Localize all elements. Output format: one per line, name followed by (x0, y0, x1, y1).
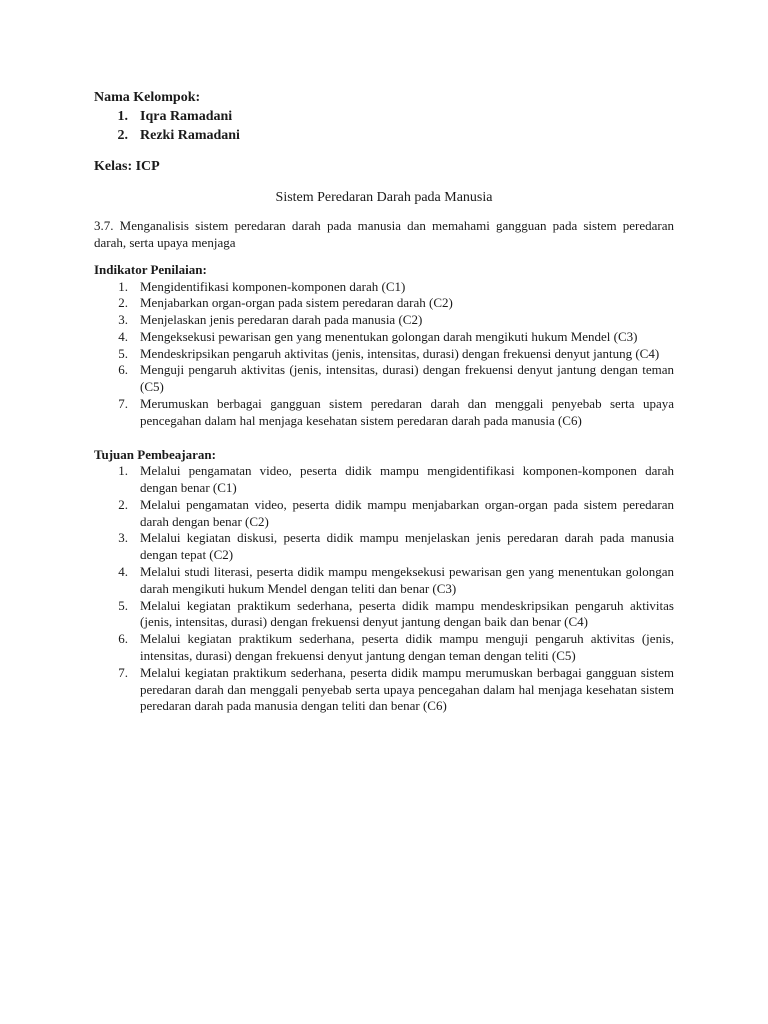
item-text: Mengidentifikasi komponen-komponen darah (C1) (140, 278, 406, 294)
item-number: 5. (118, 597, 128, 613)
item-number: 4. (118, 563, 128, 579)
item-number: 5. (118, 345, 128, 361)
item-text: Melalui kegiatan praktikum sederhana, peserta didik mampu menguji pengaruh aktivitas (jenis, intensitas, durasi) dengan frekuensi denyut jantung dengan teman dengan teliti (C5) (140, 631, 674, 663)
list-item (94, 312, 674, 329)
list-item (94, 564, 674, 598)
item-number: 2. (118, 295, 128, 311)
member-name: Iqra Ramadani (140, 109, 233, 124)
item-text: Merumuskan berbagai gangguan sistem peredaran darah dan menggali penyebab serta upaya pencegahan dalam hal menjaga kesehatan sistem peredaran darah pada manusia (C6) (140, 396, 674, 428)
item-number: 3. (118, 530, 128, 546)
list-item (94, 530, 674, 564)
objectives-list (94, 463, 674, 715)
class-label: Kelas: ICP (94, 159, 160, 174)
item-number: 1. (118, 278, 128, 294)
item-number: 7. (118, 664, 128, 680)
item-number: 2. (118, 496, 128, 512)
list-item (94, 295, 674, 312)
group-label: Nama Kelompok: (94, 90, 201, 105)
item-number: 4. (118, 328, 128, 344)
member-number: 2. (117, 128, 128, 143)
item-text: Mengeksekusi pewarisan gen yang menentukan golongan darah mengikuti hukum Mendel (C3) (140, 328, 638, 344)
competency-statement: 3.7. Menganalisis sistem peredaran darah pada manusia dan memahami gangguan pada sistem peredaran darah, serta upaya menjaga (94, 218, 674, 250)
item-text: Menjelaskan jenis peredaran darah pada manusia (C2) (140, 312, 423, 328)
item-text: Melalui kegiatan praktikum sederhana, peserta didik mampu mendeskripsikan pengaruh aktivitas (jenis, intensitas, durasi) dengan frekuensi denyut jantung dengan baik dan benar (C4) (140, 597, 674, 630)
objectives-heading: Tujuan Pembeajaran: (94, 446, 216, 462)
list-item (94, 631, 674, 665)
list-item (94, 598, 674, 632)
item-text: Menguji pengaruh aktivitas (jenis, intensitas, durasi) dengan frekuensi denyut jantung dengan teman (C5) (140, 362, 674, 395)
item-number: 7. (118, 396, 128, 412)
item-text: Melalui kegiatan diskusi, peserta didik mampu menjelaskan jenis peredaran darah pada manusia dengan tepat (C2) (140, 530, 674, 563)
item-number: 6. (118, 362, 128, 378)
item-number: 1. (118, 463, 128, 479)
item-text: Melalui pengamatan video, peserta didik mampu menjabarkan organ-organ pada sistem peredaran darah dengan benar (C2) (140, 496, 674, 529)
member-list (94, 107, 674, 145)
member-item (94, 107, 674, 126)
list-item (94, 497, 674, 531)
member-name: Rezki Ramadani (140, 128, 240, 143)
item-text: Melalui studi literasi, peserta didik mampu mengeksekusi pewarisan gen yang menentukan golongan darah mengikuti hukum Mendel dengan teliti dan benar (C3) (140, 563, 674, 596)
item-number: 6. (118, 631, 128, 647)
item-number: 3. (118, 312, 128, 328)
document-title: Sistem Peredaran Darah pada Manusia (275, 190, 493, 205)
list-item (94, 279, 674, 296)
indicators-list (94, 279, 674, 430)
item-text: Melalui pengamatan video, peserta didik mampu mengidentifikasi komponen-komponen darah dengan benar (C1) (140, 463, 674, 495)
list-item (94, 362, 674, 396)
item-text: Melalui kegiatan praktikum sederhana, peserta didik mampu merumuskan berbagai gangguan sistem peredaran darah dan menggali penyebab serta upaya pencegahan dalam hal menjaga kesehatan sistem peredaran darah pada manusia dengan teliti dan benar (C6) (140, 664, 674, 714)
list-item (94, 396, 674, 430)
member-number: 1. (117, 109, 128, 124)
member-item (94, 126, 674, 145)
item-text: Menjabarkan organ-organ pada sistem peredaran darah (C2) (140, 295, 453, 311)
list-item (94, 463, 674, 497)
list-item (94, 665, 674, 715)
list-item (94, 329, 674, 346)
item-text: Mendeskripsikan pengaruh aktivitas (jenis, intensitas, durasi) dengan frekuensi denyut jantung (C4) (140, 345, 660, 361)
list-item (94, 346, 674, 363)
indicators-heading: Indikator Penilaian: (94, 262, 207, 277)
